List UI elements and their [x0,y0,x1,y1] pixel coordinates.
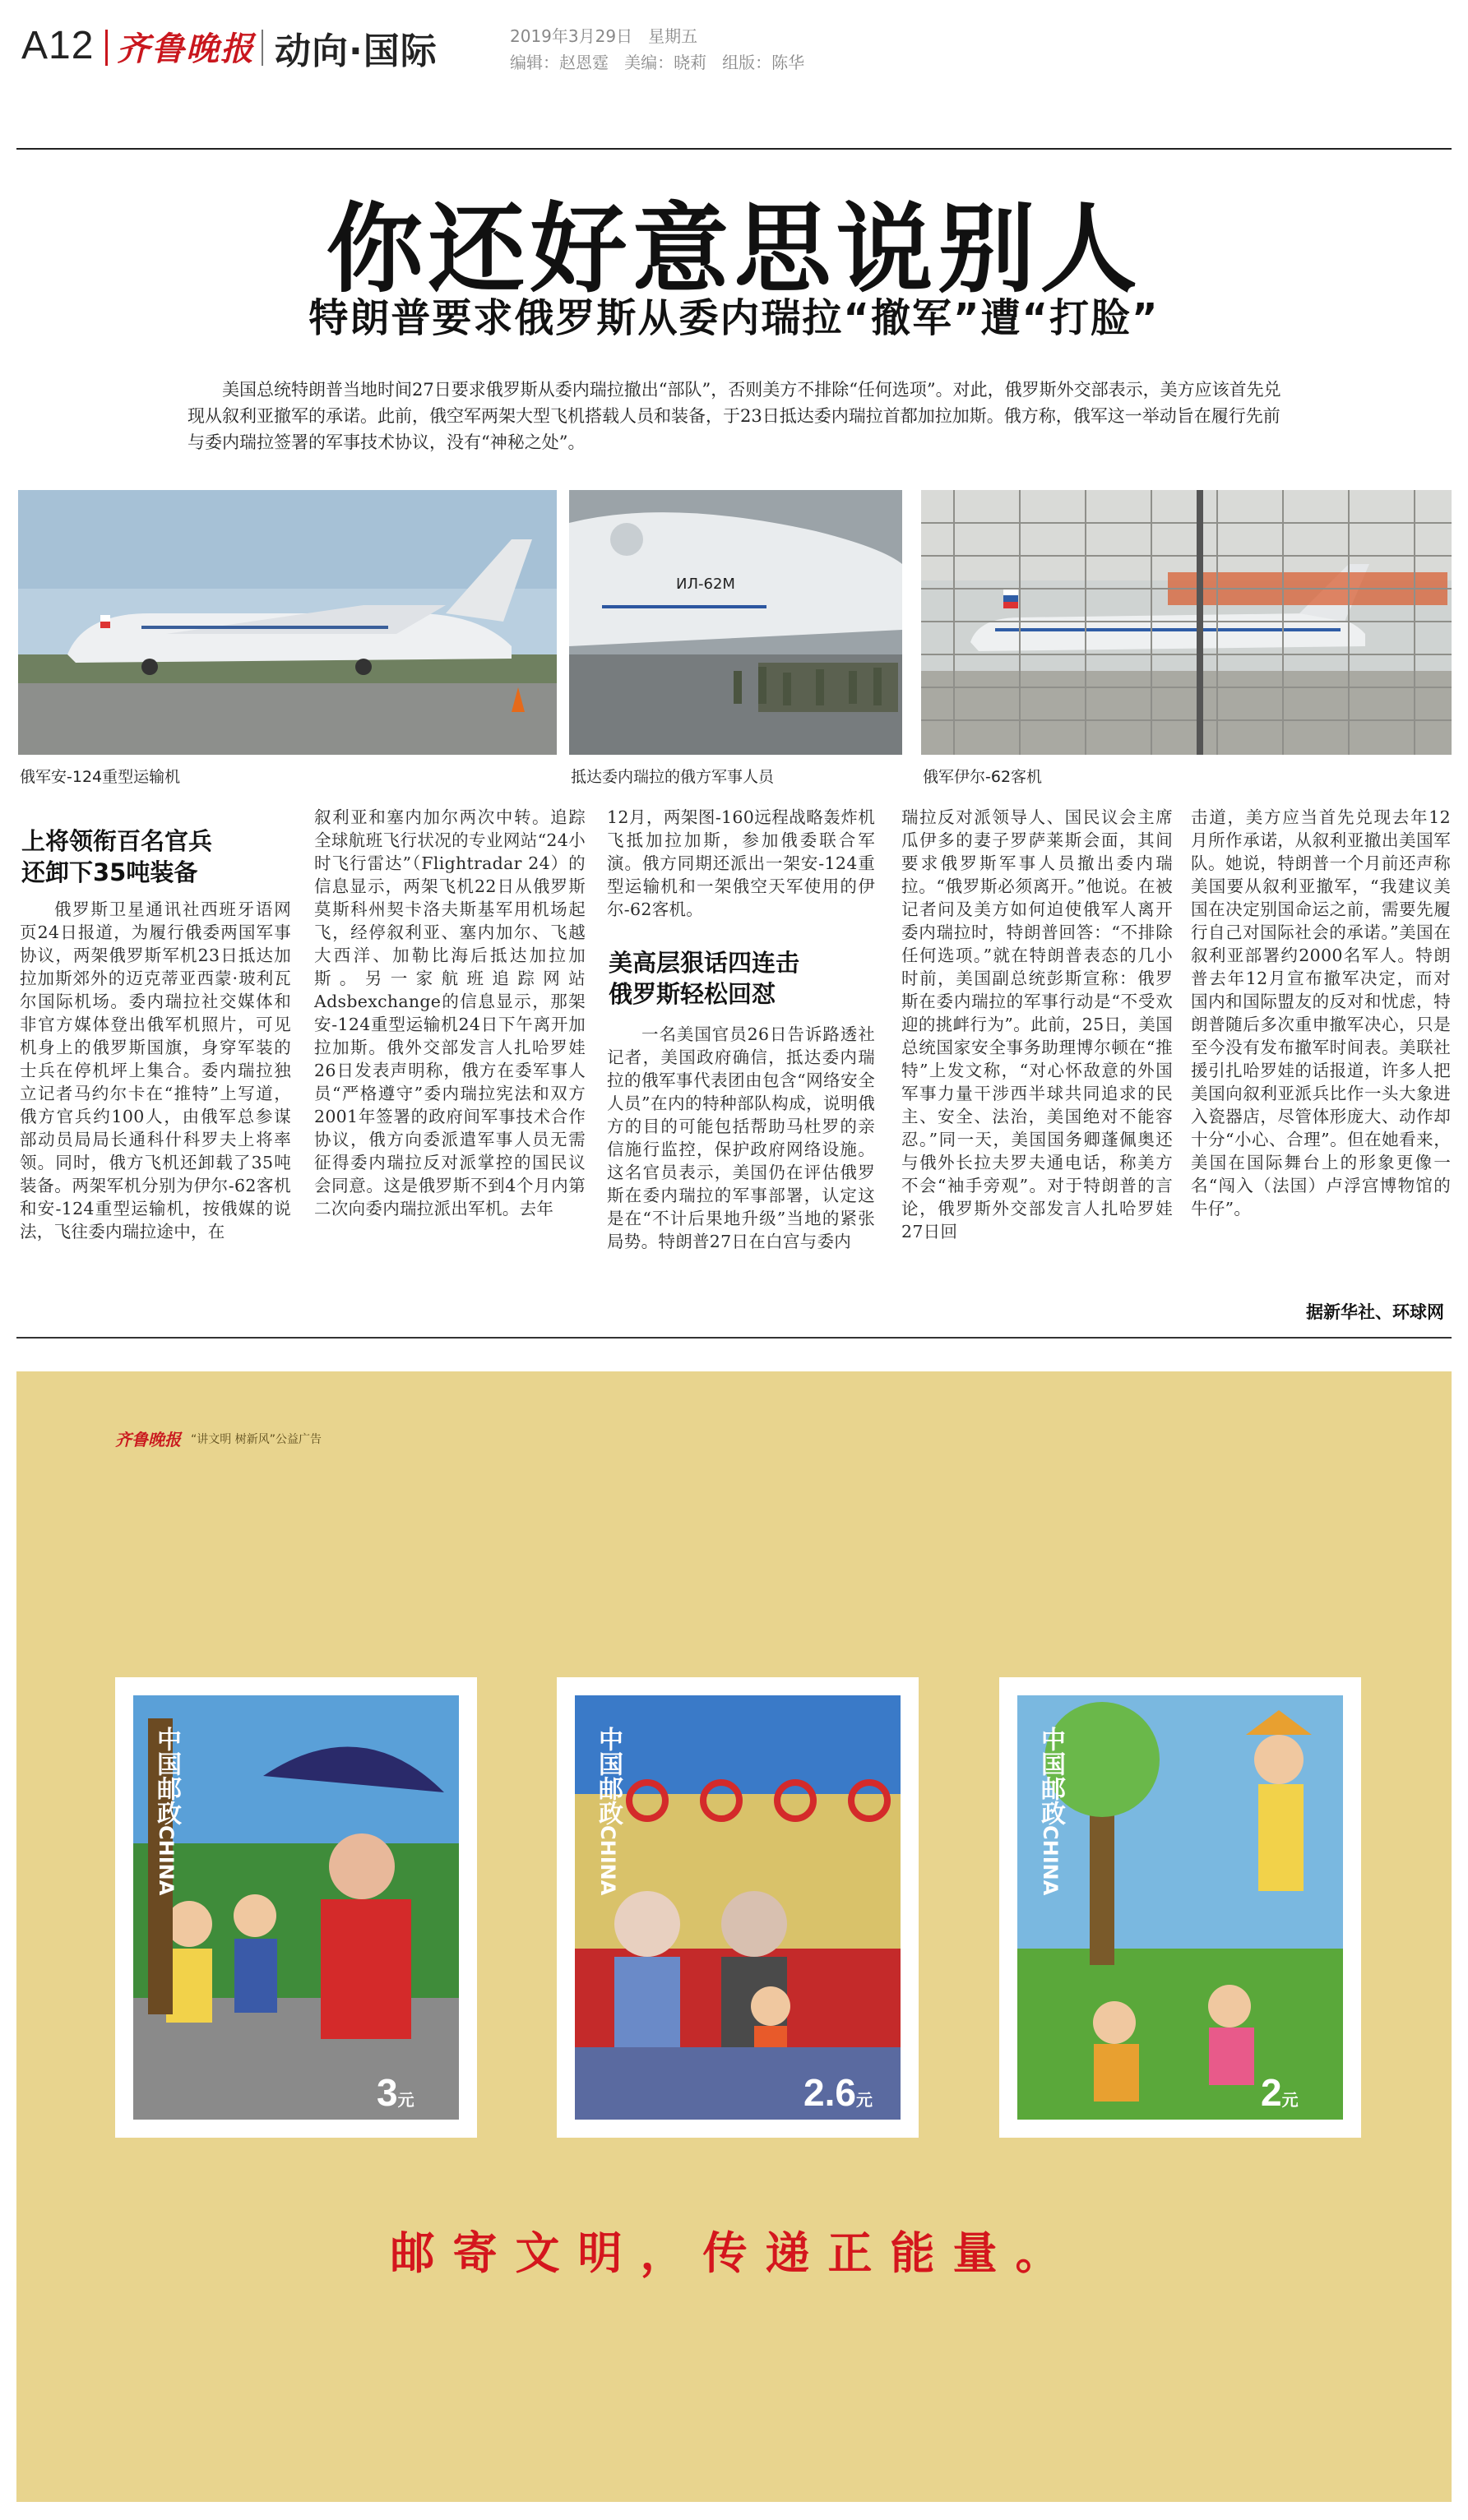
article-column-2: 叙利亚和塞内加尔两次中转。追踪全球航班飞行状况的专业网站“24小时飞行雷达”（Flightradar 24）的信息显示，两架飞机22日从俄罗斯莫斯科州契卡洛夫斯基军用机场起飞，经停叙利亚、塞内加尔、飞越大西洋、加勒比海后抵达加拉加斯。另一家航班追踪网站Adsbexchange的信息显示，那架安-124重型运输机24日下午离开加拉加斯。俄外交部发言人扎哈罗娃26日发表声明称，俄方在委军事人员“严格遵守”委内瑞拉宪法和双方2001年签署的政府间军事技术合作协议，俄方向委派遣军事人员无需征得委内瑞拉反对派掌控的国民议会同意。这是俄罗斯不到4个月内第二次向委内瑞拉派出军机。去年 [314,807,586,1218]
subhead-line: 俄罗斯轻松回怼 [609,980,776,1008]
article-subhead-2 [609,947,877,1010]
stamp-value-unit: 元 [397,2092,414,2110]
ad-tagline: “讲文明 树新风”公益广告 [191,1433,322,1446]
stamp-country-text: 中国邮政 [152,1727,181,1825]
staff-credits [510,49,804,73]
editor-credit: 编辑：赵恩霆 [510,53,609,72]
newspaper-logo: 齐鲁晚报 [117,30,255,68]
photo-personnel [569,490,902,755]
subhead-line: 上将领衔百名官兵 [21,827,213,855]
stamp-2 [557,1677,919,2138]
stamp-latin-text: CHINA [1039,1825,1062,1896]
ad-slogan: 邮寄文明，传递正能量。 [390,2227,1078,2279]
svg-text:ИЛ-62М: ИЛ-62М [676,576,735,593]
stamp-value [377,2070,414,2115]
stamp-3 [999,1677,1361,2138]
stamp-value-number: 2.6 [803,2071,856,2114]
article-column-5: 击道，美方应当首先兑现去年12月所作承诺，从叙利亚撤出美国军队。她说，特朗普一个月前还声称美国要从叙利亚撤军，“我建议美国在决定别国命运之前，需要先履行自己对国际社会的承诺。”美国在叙利亚部署约2000名军人。特朗普去年12月宣布撤军决定，而对国内和国际盟友的反对和忧虑，特朗普随后多次重申撤军决心，只是至今没有发布撤军时间表。美联社援引扎哈罗娃的话报道，许多人把美国向叙利亚派兵比作一头大象进入瓷器店，尽管体形庞大、动作却十分“小心、合理”。但在她看来，美国在国际舞台上的形象更像一名“闯入（法国）卢浮宫博物馆的牛仔”。 [1191,807,1451,1218]
subheadline: 特朗普要求俄罗斯从委内瑞拉“撤军”遭“打脸” [308,295,1160,341]
ad-logo: 齐鲁晚报 [115,1430,181,1450]
news-source: 据新华社、环球网 [1306,1302,1444,1322]
headline: 你还好意思说别人 [326,192,1142,306]
photo-an124 [18,490,557,755]
page-number: A12 [21,24,95,67]
stamp-value-unit: 元 [1281,2092,1299,2110]
section-rule [16,1337,1452,1339]
stamp-1 [115,1677,477,2138]
stamp-value [803,2070,873,2115]
stamp-value [1261,2070,1299,2115]
stamp-value-unit: 元 [855,2092,873,2110]
layout-credit: 组版：陈华 [722,53,805,72]
article-subhead-1 [21,825,293,888]
article-column-1: 俄罗斯卫星通讯社西班牙语网页24日报道，为履行俄委两国军事协议，两架俄罗斯军机23日抵达加拉加斯郊外的迈克蒂亚西蒙·玻利瓦尔国际机场。委内瑞拉社交媒体和非官方媒体登出俄军机照片，可见机身上的俄罗斯国旗，身穿军装的士兵在停机坪上集合。委内瑞拉独立记者马约尔卡在“推特”上写道，俄方官兵约100人，由俄军总参谋部动员局局长通科什科罗夫上将率领。同时，俄方飞机还卸载了35吨装备。两架军机分别为伊尔-62客机和安-124重型运输机，按俄媒的说法，飞往委内瑞拉途中，在 [20,899,291,1242]
stamp-country-text: 中国邮政 [1036,1727,1065,1825]
article-column-3b: 一名美国官员26日告诉路透社记者，美国政府确信，抵达委内瑞拉的俄军事代表团由包含“网络安全人员”在内的特种部队构成，说明俄方的目的可能包括帮助马杜罗的亲信施行监控，保护政府网络设施。这名官员表示，美国仍在评估俄罗斯在委内瑞拉的军事部署，认定这是在“不计后果地升级”当地的紧张局势。特朗普27日在白宫与委内 [607,1024,875,1251]
stamp-country [148,1727,184,1895]
stamp-country-text: 中国邮政 [594,1727,623,1825]
stamp-latin-text: CHINA [596,1825,619,1896]
photo-caption: 俄军伊尔-62客机 [923,768,1043,786]
subhead-line: 还卸下35吨装备 [21,858,198,886]
stamp-latin-text: CHINA [155,1825,178,1896]
photo-caption: 抵达委内瑞拉的俄方军事人员 [571,768,775,786]
section-title: 动向·国际 [275,30,438,72]
lead-paragraph: 美国总统特朗普当地时间27日要求俄罗斯从委内瑞拉撤出“部队”，否则美方不排除“任何选项”。对此，俄罗斯外交部表示，美方应该首先兑现从叙利亚撤军的承诺。此前，俄空军两架大型飞机搭载人员和装备，于23日抵达委内瑞拉首都加拉加斯。俄方称，俄军这一举动旨在履行先前与委内瑞拉签署的军事技术协议，没有“神秘之处”。 [188,380,1281,452]
stamp-value-number: 3 [377,2071,398,2114]
photo-caption: 俄军安-124重型运输机 [20,768,181,786]
article-column-4: 瑞拉反对派领导人、国民议会主席瓜伊多的妻子罗萨莱斯会面，其间要求俄罗斯军事人员撤出委内瑞拉。“俄罗斯必须离开。”他说。在被记者问及美方如何迫使俄军人离开委内瑞拉时，特朗普回答：“不排除任何选项。”就在特朗普表态的几小时前，美国副总统彭斯宣称：俄罗斯在委内瑞拉的军事行动是“不受欢迎的挑衅行为”。此前，25日，美国总统国家安全事务助理博尔顿在“推特”上发文称，“对心怀敌意的外国军事力量干涉西半球共同追求的民主、安全、法治，美国绝对不能容忍。”同一天，美国国务卿蓬佩奥还与俄外长拉夫罗夫通电话，称美方不会“袖手旁观”。对于特朗普的言论，俄罗斯外交部发言人扎哈罗娃27日回 [901,807,1173,1242]
header-rule [16,148,1452,150]
photo-il62 [921,490,1452,755]
header-divider [105,30,108,66]
stamp-value-number: 2 [1261,2071,1282,2114]
subhead-line: 美高层狠话四连击 [609,949,800,977]
date-text: 2019年3月29日 [510,26,633,46]
art-editor-credit: 美编：晓莉 [624,53,707,72]
stamp-country [590,1727,626,1895]
article-column-3a: 12月，两架图-160远程战略轰炸机飞抵加拉加斯，参加俄委联合军演。俄方同期还派出一架安-124重型运输机和一架俄空天军使用的伊尔-62客机。 [607,807,875,919]
stamp-country [1032,1727,1068,1895]
header-divider [262,30,263,66]
issue-date [510,23,697,47]
weekday-text: 星期五 [648,26,698,46]
